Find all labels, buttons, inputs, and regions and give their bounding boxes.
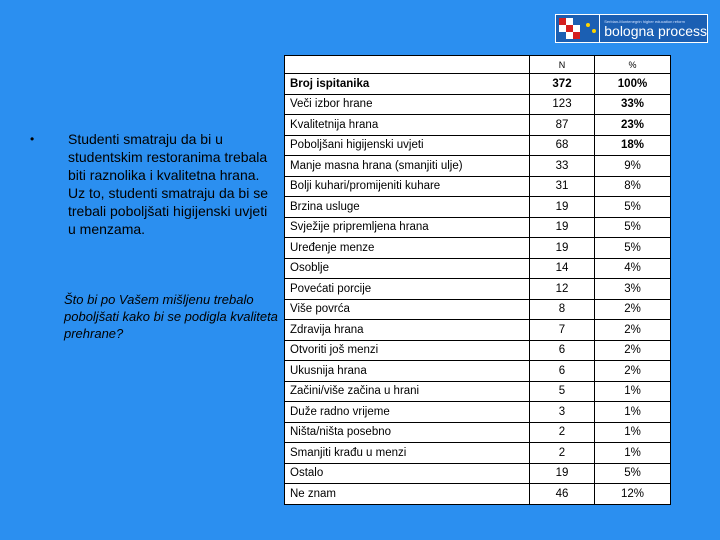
row-percent: 9% xyxy=(595,156,671,177)
header-n: N xyxy=(530,56,595,74)
bologna-process-logo xyxy=(555,14,708,43)
row-count: 68 xyxy=(530,135,595,156)
row-label: Otvoriti još menzi xyxy=(285,340,530,361)
row-count: 6 xyxy=(530,361,595,382)
table-row xyxy=(285,115,671,136)
row-count: 7 xyxy=(530,320,595,341)
row-label: Brzina usluge xyxy=(285,197,530,218)
table-row xyxy=(285,258,671,279)
row-label: Povećati porcije xyxy=(285,279,530,300)
row-count: 87 xyxy=(530,115,595,136)
row-percent: 23% xyxy=(595,115,671,136)
row-percent: 5% xyxy=(595,197,671,218)
table-row xyxy=(285,299,671,320)
row-count: 46 xyxy=(530,484,595,505)
row-count: 3 xyxy=(530,402,595,423)
row-label: Manje masna hrana (smanjiti ulje) xyxy=(285,156,530,177)
table-row xyxy=(285,135,671,156)
table-row xyxy=(285,443,671,464)
logo-subtitle: Serbian-Montenegrin higher education reform xyxy=(604,18,685,24)
row-percent: 100% xyxy=(595,74,671,95)
table-row xyxy=(285,484,671,505)
logo-title: bologna process xyxy=(604,22,707,39)
row-count: 33 xyxy=(530,156,595,177)
row-label: Bolji kuhari/promijeniti kuhare xyxy=(285,176,530,197)
row-count: 123 xyxy=(530,94,595,115)
row-label: Poboljšani higijenski uvjeti xyxy=(285,135,530,156)
row-percent: 5% xyxy=(595,238,671,259)
row-count: 12 xyxy=(530,279,595,300)
row-percent: 2% xyxy=(595,299,671,320)
row-percent: 18% xyxy=(595,135,671,156)
row-count: 5 xyxy=(530,381,595,402)
row-percent: 8% xyxy=(595,176,671,197)
row-label: Duže radno vrijeme xyxy=(285,402,530,423)
row-count: 6 xyxy=(530,340,595,361)
statement-text: Studenti smatraju da bi u studentskim restoranima trebala biti raznolika i kvalitetna hrana. Uz to, studenti smatraju da bi se trebali poboljšati higijenski uvjeti u menzama. xyxy=(68,131,268,237)
row-percent: 2% xyxy=(595,340,671,361)
table-row xyxy=(285,422,671,443)
table-row xyxy=(285,381,671,402)
row-count: 19 xyxy=(530,217,595,238)
row-percent: 2% xyxy=(595,320,671,341)
row-label: Svježije pripremljena hrana xyxy=(285,217,530,238)
row-label: Ukusnija hrana xyxy=(285,361,530,382)
row-percent: 5% xyxy=(595,217,671,238)
row-count: 19 xyxy=(530,463,595,484)
question-text: Što bi po Vašem mišljenu trebalo poboljšati kako bi se podigla kvaliteta prehrane? xyxy=(64,292,278,341)
table-row xyxy=(285,156,671,177)
row-percent: 5% xyxy=(595,463,671,484)
table-row xyxy=(285,340,671,361)
row-count: 2 xyxy=(530,422,595,443)
row-label: Smanjiti krađu u menzi xyxy=(285,443,530,464)
table-row xyxy=(285,176,671,197)
row-label: Začini/više začina u hrani xyxy=(285,381,530,402)
header-label xyxy=(285,56,530,74)
row-label: Ostalo xyxy=(285,463,530,484)
table-row xyxy=(285,279,671,300)
row-percent: 1% xyxy=(595,402,671,423)
row-percent: 1% xyxy=(595,422,671,443)
results-table xyxy=(284,55,671,505)
table-row xyxy=(285,320,671,341)
row-count: 372 xyxy=(530,74,595,95)
row-percent: 12% xyxy=(595,484,671,505)
row-percent: 2% xyxy=(595,361,671,382)
row-count: 19 xyxy=(530,238,595,259)
table-row xyxy=(285,197,671,218)
table-row xyxy=(285,463,671,484)
table-row xyxy=(285,217,671,238)
row-label: Ništa/ništa posebno xyxy=(285,422,530,443)
row-label: Osoblje xyxy=(285,258,530,279)
table-row xyxy=(285,94,671,115)
statement-bullet xyxy=(30,130,270,238)
row-count: 2 xyxy=(530,443,595,464)
row-count: 19 xyxy=(530,197,595,218)
bullet-icon: • xyxy=(30,132,35,146)
row-percent: 1% xyxy=(595,443,671,464)
row-percent: 33% xyxy=(595,94,671,115)
row-label: Broj ispitanika xyxy=(285,74,530,95)
table-row xyxy=(285,402,671,423)
row-label: Ne znam xyxy=(285,484,530,505)
row-label: Zdravija hrana xyxy=(285,320,530,341)
row-label: Kvalitetnija hrana xyxy=(285,115,530,136)
row-label: Veči izbor hrane xyxy=(285,94,530,115)
table-row xyxy=(285,361,671,382)
table-row xyxy=(285,74,671,95)
row-count: 31 xyxy=(530,176,595,197)
header-percent: % xyxy=(595,56,671,74)
row-percent: 4% xyxy=(595,258,671,279)
row-label: Više povrća xyxy=(285,299,530,320)
row-label: Uređenje menze xyxy=(285,238,530,259)
table-row xyxy=(285,238,671,259)
row-percent: 1% xyxy=(595,381,671,402)
logo-checker-icon xyxy=(555,14,600,43)
row-count: 8 xyxy=(530,299,595,320)
table-header-row xyxy=(285,56,671,74)
row-percent: 3% xyxy=(595,279,671,300)
row-count: 14 xyxy=(530,258,595,279)
